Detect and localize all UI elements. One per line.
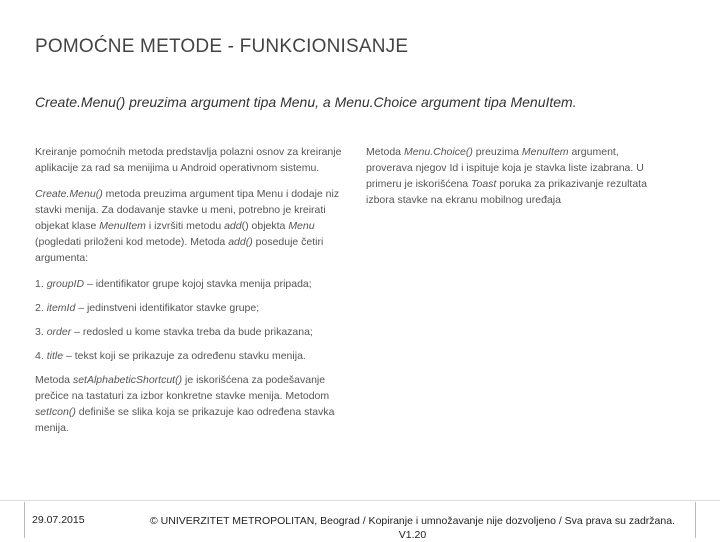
shortcut-paragraph xyxy=(35,372,355,436)
list-item xyxy=(35,276,355,292)
text-span: preuzima xyxy=(472,146,522,158)
class-name: Menu xyxy=(288,220,315,232)
footer-divider xyxy=(0,500,720,501)
method-name: setIcon() xyxy=(35,406,76,418)
left-column xyxy=(35,144,355,446)
item-number: 4. xyxy=(35,350,44,362)
class-name: MenuItem xyxy=(521,146,569,158)
item-number: 2. xyxy=(35,302,44,314)
text-span: poseduje četiri argumenta: xyxy=(35,236,324,264)
param-name: groupID xyxy=(46,278,85,290)
parameter-list xyxy=(35,276,355,364)
text-span: metoda preuzima argument tipa Menu i dodaje niz stavki menija. Za dodavanje stavke u meni, potrebno je kreirati objekat klase xyxy=(35,188,340,232)
class-name: Toast xyxy=(471,178,497,190)
text-span: Metoda xyxy=(35,374,73,386)
method-name: add xyxy=(224,220,242,232)
method-name: setAlphabeticShortcut() xyxy=(72,374,183,386)
text-span: definiše se slika koja se prikazuje kao određena stavka menija. xyxy=(35,406,335,434)
right-column xyxy=(366,144,666,218)
param-name: order xyxy=(46,326,72,338)
param-desc: – identifikator grupe kojoj stavka menija pripada; xyxy=(84,278,312,290)
param-name: itemId xyxy=(46,302,76,314)
text-span: i izvršiti metodu xyxy=(145,220,225,232)
param-name: title xyxy=(46,350,64,362)
param-desc: – redosled u kome stavka treba da bude prikazana; xyxy=(71,326,313,338)
list-item xyxy=(35,348,355,364)
intro-paragraph: Kreiranje pomoćnih metoda predstavlja polazni osnov za kreiranje aplikacije za rad sa menijima u Android operativnom sistemu. xyxy=(35,146,342,174)
param-desc: – jedinstveni identifikator stavke grupe; xyxy=(75,302,260,314)
slide-title: POMOĆNE METODE - FUNKCIONISANJE xyxy=(35,36,409,57)
text-span: poruka za prikazivanje rezultata izbora stavke na ekranu mobilnog uređaja xyxy=(366,178,647,206)
text-span: Metoda xyxy=(366,146,404,158)
copyright-text: © UNIVERZITET METROPOLITAN, Beograd / Kopiranje i umnožavanje nije dozvoljeno / Sva prava su zadržana. xyxy=(150,515,675,527)
create-menu-paragraph xyxy=(35,186,355,266)
footer-date: 29.07.2015 xyxy=(32,514,85,526)
list-item xyxy=(35,324,355,340)
footer-copyright xyxy=(135,514,690,542)
footer xyxy=(0,500,720,540)
class-name: MenuItem xyxy=(99,220,146,232)
list-item xyxy=(35,300,355,316)
text-span: je iskorišćena za podešavanje prečice na tastaturi za izbor konkretne stavke menija. Metodom xyxy=(35,374,330,402)
item-number: 3. xyxy=(35,326,44,338)
item-number: 1. xyxy=(35,278,44,290)
method-name: add() xyxy=(228,236,253,248)
menu-choice-paragraph xyxy=(366,144,666,208)
param-desc: – tekst koji se prikazuje za određenu stavku menija. xyxy=(63,350,306,362)
text-span: () objekta xyxy=(241,220,289,232)
version-label: V1.20 xyxy=(398,529,427,541)
text-span: (pogledati priloženi kod metode). Metoda xyxy=(35,236,229,248)
method-name: Menu.Choice() xyxy=(403,146,473,158)
slide-subtitle: Create.Menu() preuzima argument tipa Menu, a Menu.Choice argument tipa MenuItem. xyxy=(35,94,577,110)
text-span: argument, proverava njegov Id i ispituje koja je stavka liste izabrana. U primeru je iskorišćena xyxy=(366,146,644,190)
method-name: Create.Menu() xyxy=(35,188,103,200)
